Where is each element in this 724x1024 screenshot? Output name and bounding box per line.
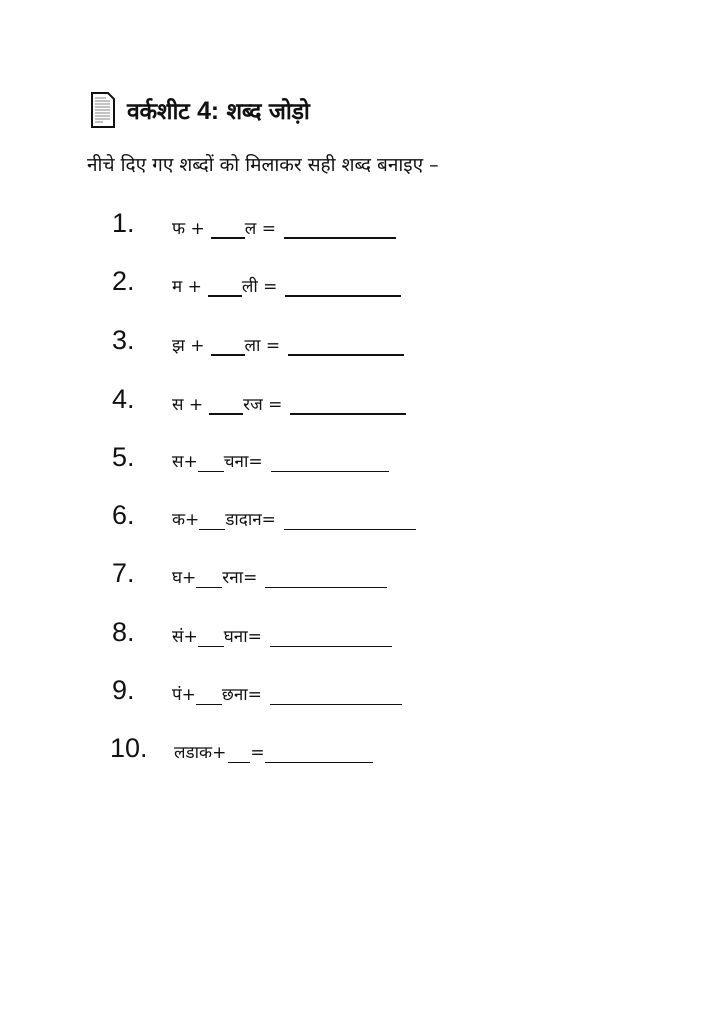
- item-expression: [174, 740, 373, 763]
- missing-letter-blank[interactable]: [199, 509, 225, 530]
- item-number: 2.: [112, 266, 135, 296]
- answer-blank[interactable]: [288, 332, 404, 356]
- exercise-item-5: [0, 442, 724, 482]
- item-number: 6.: [112, 500, 135, 530]
- exercise-item-8: [0, 617, 724, 657]
- worksheet-title: [127, 94, 310, 126]
- first-part: सं+: [172, 627, 198, 647]
- item-expression: [172, 449, 389, 472]
- title-prefix: वर्कशीट: [127, 99, 190, 125]
- second-part: चना=: [223, 452, 263, 472]
- second-part: ल =: [244, 219, 276, 239]
- answer-blank[interactable]: [271, 449, 389, 472]
- exercise-item-9: [0, 675, 724, 715]
- answer-blank[interactable]: [285, 273, 401, 297]
- missing-letter-blank[interactable]: [209, 393, 243, 415]
- item-number: 9.: [112, 675, 135, 705]
- missing-letter-blank[interactable]: [208, 275, 242, 297]
- answer-blank[interactable]: [265, 565, 387, 588]
- item-expression: [172, 391, 406, 415]
- exercise-item-3: [0, 325, 724, 365]
- first-part: लडाक+: [174, 743, 227, 763]
- exercise-item-7: [0, 558, 724, 598]
- item-expression: [172, 332, 404, 356]
- second-part: छना=: [221, 685, 262, 705]
- answer-blank[interactable]: [265, 740, 373, 763]
- first-part: घ+: [172, 568, 197, 588]
- item-number: 1.: [112, 208, 135, 238]
- exercise-item-10: [0, 733, 724, 773]
- item-number: 8.: [112, 617, 135, 647]
- second-part: डादान=: [225, 510, 276, 530]
- document-icon: [91, 92, 115, 128]
- missing-letter-blank[interactable]: [198, 451, 224, 472]
- missing-letter-blank[interactable]: [198, 626, 224, 647]
- second-part: ली =: [241, 277, 278, 297]
- item-expression: [172, 624, 392, 647]
- first-part: स +: [172, 395, 204, 415]
- missing-letter-blank[interactable]: [196, 567, 222, 588]
- first-part: फ +: [172, 219, 205, 239]
- exercise-item-2: [0, 266, 724, 306]
- missing-letter-blank[interactable]: [196, 684, 222, 705]
- item-expression: [172, 682, 402, 705]
- missing-letter-blank[interactable]: [211, 217, 245, 239]
- second-part: रज =: [243, 395, 283, 415]
- missing-letter-blank[interactable]: [211, 334, 245, 356]
- answer-blank[interactable]: [284, 507, 416, 530]
- item-expression: [172, 565, 387, 588]
- first-part: स+: [172, 452, 198, 472]
- title-number: 4:: [197, 97, 219, 125]
- missing-letter-blank[interactable]: [228, 742, 250, 763]
- item-expression: [172, 507, 416, 530]
- second-part: ला =: [244, 336, 281, 356]
- exercise-item-1: [0, 208, 724, 248]
- item-expression: [172, 215, 396, 239]
- item-expression: [172, 273, 401, 297]
- item-number: 10.: [110, 733, 148, 763]
- answer-blank[interactable]: [284, 215, 396, 239]
- worksheet-header: [91, 92, 310, 128]
- second-part: रना=: [222, 568, 258, 588]
- answer-blank[interactable]: [270, 624, 392, 647]
- first-part: क+: [172, 510, 200, 530]
- instruction-text: नीचे दिए गए शब्दों को मिलाकर सही शब्द बनाइए –: [87, 154, 439, 176]
- item-number: 4.: [112, 384, 135, 414]
- item-number: 3.: [112, 325, 135, 355]
- first-part: पं+: [172, 685, 196, 705]
- item-number: 5.: [112, 442, 135, 472]
- second-part: घना=: [223, 627, 262, 647]
- item-number: 7.: [112, 558, 135, 588]
- answer-blank[interactable]: [270, 682, 402, 705]
- second-part: =: [250, 743, 265, 763]
- answer-blank[interactable]: [290, 391, 406, 415]
- exercise-item-4: [0, 384, 724, 424]
- exercise-item-6: [0, 500, 724, 540]
- first-part: झ +: [172, 336, 205, 356]
- title-suffix: शब्द जोड़ो: [226, 99, 310, 125]
- first-part: म +: [172, 277, 202, 297]
